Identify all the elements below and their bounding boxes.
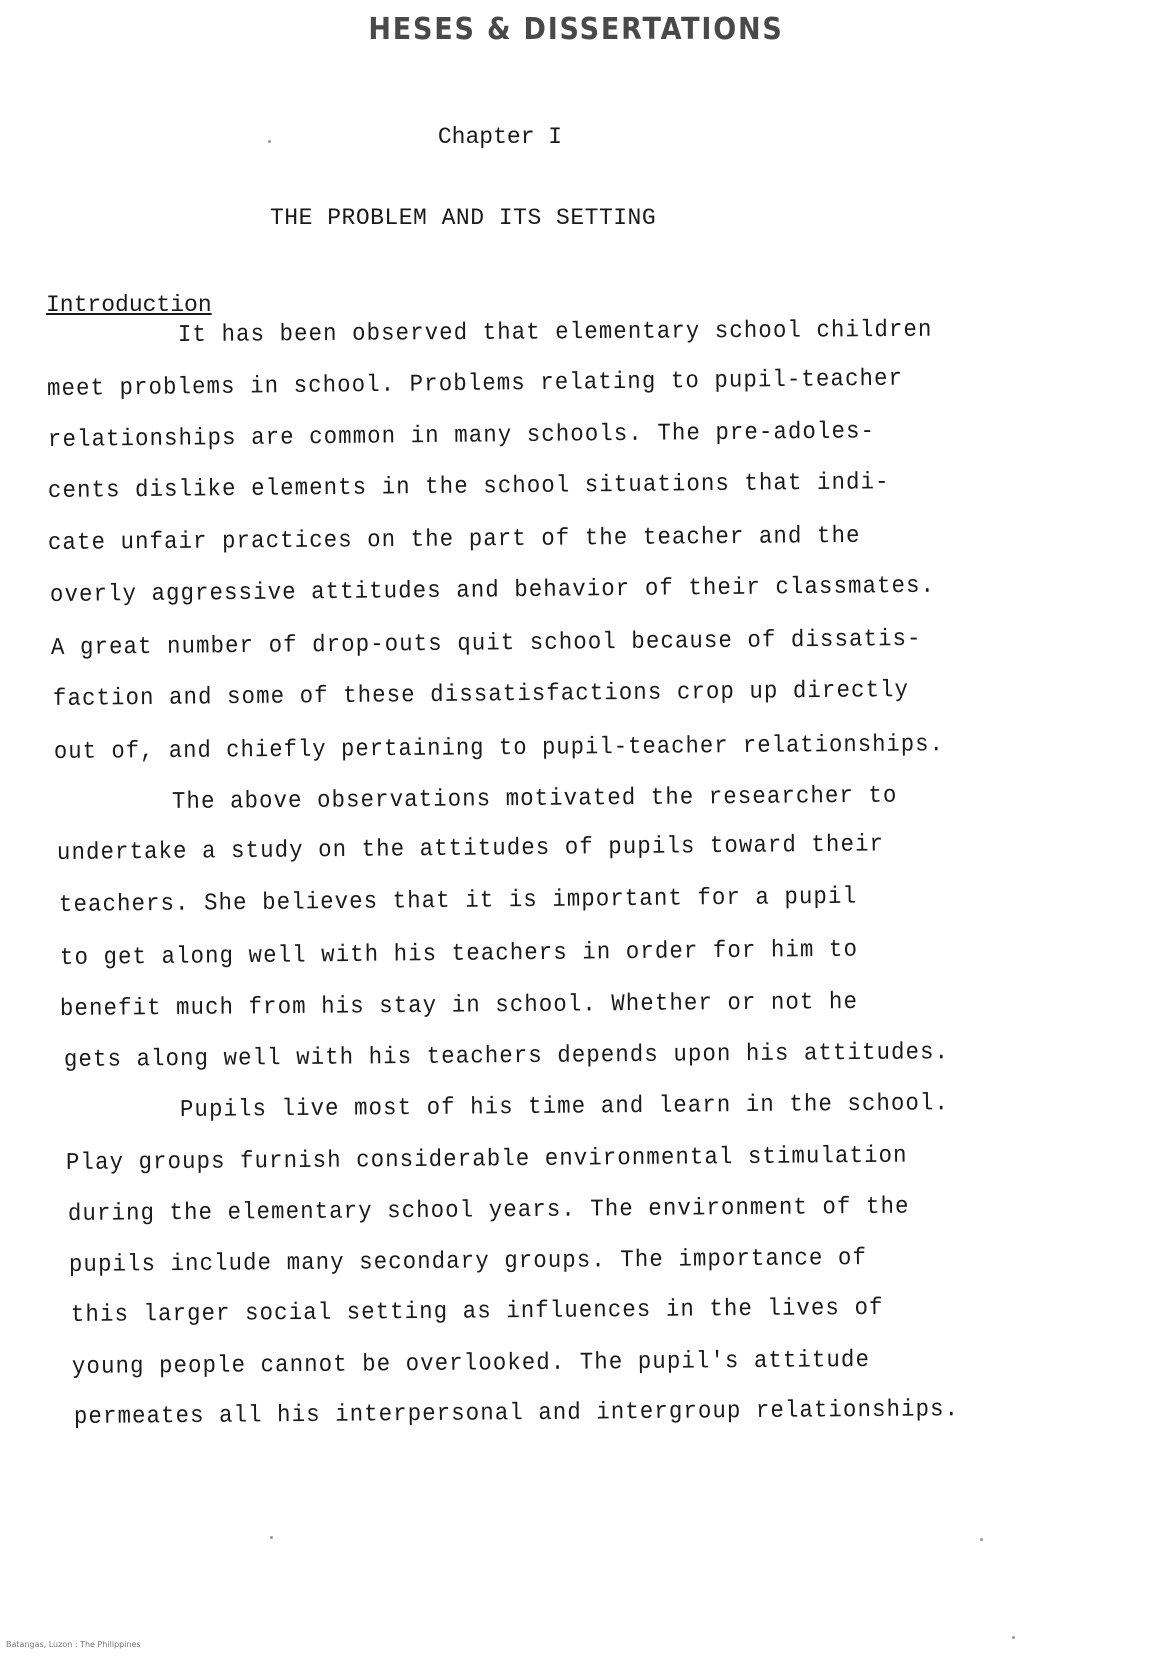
scan-speck (270, 1536, 273, 1539)
archive-stamp: HESES & DISSERTATIONS (368, 12, 784, 47)
text-line: The above observations motivated the researcher to (171, 782, 898, 816)
chapter-title: THE PROBLEM AND ITS SETTING (270, 205, 657, 231)
text-line: to get along well with his teachers in order for him to (59, 936, 859, 972)
text-line: It has been observed that elementary school children (177, 316, 933, 349)
text-line: during the elementary school years. The environment of the (67, 1193, 910, 1228)
text-line: Play groups furnish considerable environmental stimulation (65, 1142, 908, 1177)
section-heading: Introduction (46, 292, 212, 318)
text-line: gets along well with his teachers depends upon his attitudes. (63, 1039, 950, 1074)
text-line: cate unfair practices on the part of the teacher and the (47, 522, 861, 557)
text-line: this larger social setting as influences in the lives of (70, 1294, 884, 1329)
chapter-number: Chapter I (437, 124, 563, 150)
scan-speck (1012, 1636, 1015, 1639)
text-line: Pupils live most of his time and learn in the school. (179, 1090, 950, 1124)
text-line: permeates all his interpersonal and intergroup relationships. (73, 1396, 960, 1431)
text-line: meet problems in school. Problems relating to pupil-teacher (46, 365, 904, 403)
text-line: faction and some of these dissatisfactions crop up directly (52, 677, 910, 713)
text-line: overly aggressive attitudes and behavior of their classmates. (49, 572, 936, 609)
text-line: young people cannot be overlooked. The pupil's attitude (71, 1347, 871, 1381)
scan-footer: Batangas, Luzon : The Philippines (6, 1640, 141, 1649)
text-line: out of, and chiefly pertaining to pupil-teacher relationships. (53, 731, 945, 766)
text-line: pupils include many secondary groups. The importance of (68, 1245, 868, 1279)
text-line: cents dislike elements in the school situations that indi- (47, 469, 890, 505)
text-line: teachers. She believes that it is important for a pupil (58, 883, 858, 919)
text-line: relationships are common in many schools. The pre-adoles- (47, 418, 876, 454)
scan-speck (268, 140, 271, 143)
scan-speck (980, 1538, 983, 1541)
text-line: benefit much from his stay in school. Whether or not he (59, 989, 859, 1023)
text-line: undertake a study on the attitudes of pupils toward their (56, 831, 885, 867)
text-line: A great number of drop-outs quit school because of dissatis- (50, 625, 922, 662)
